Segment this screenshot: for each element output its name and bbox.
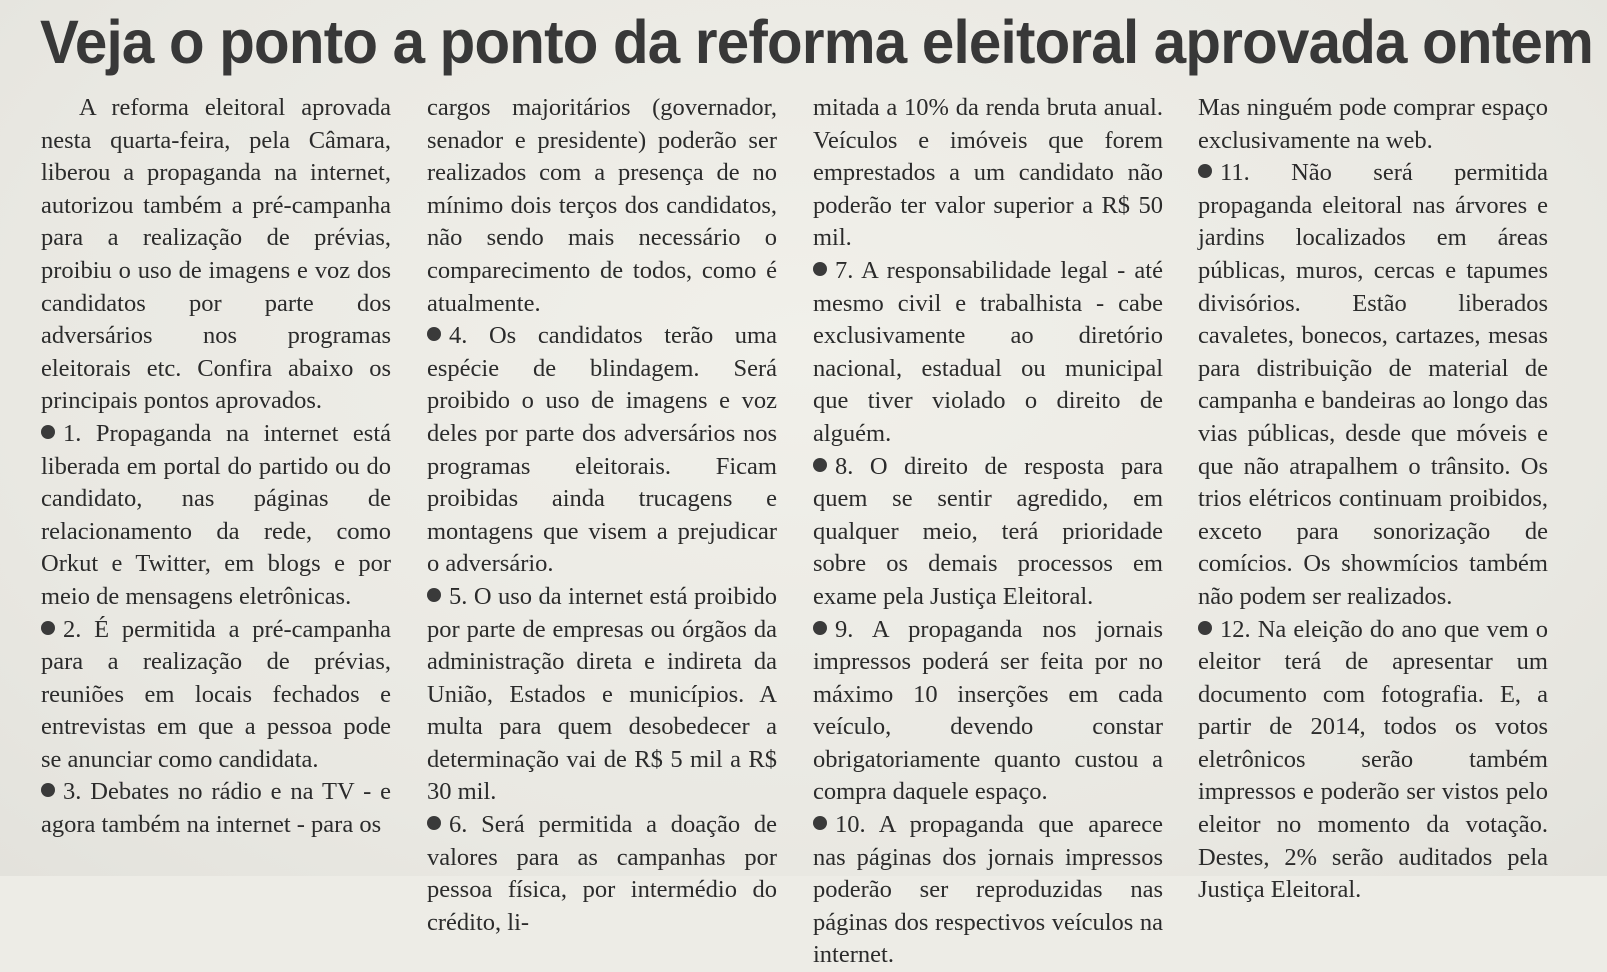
paragraph-text: cargos majoritários (governador, senador e presidente) poderão ser realizados com a presença de no mínimo dois terços dos candidatos, não sendo mais necessário o comparecimento de todos, como é atualmente. [427, 94, 777, 317]
continued-paragraph [427, 92, 777, 320]
headline: Veja o ponto a ponto da reforma eleitoral aprovada ontem [40, 8, 1594, 76]
point-paragraph [427, 581, 777, 809]
paragraph-text: 2. É permitida a pré-campanha para a realização de prévias, reuniões em locais fechados e entrevistas em que a pessoa pode se anunciar como candidata. [41, 615, 391, 773]
bullet-icon [41, 425, 55, 439]
paragraph-text: 5. O uso da internet está proibido por parte de empresas ou órgãos da administração direta e indireta da União, Estados e municípios. A multa para quem desobedecer a determinação vai de R$ 5 mil a R$ 30 mil. [427, 582, 777, 806]
bullet-icon [427, 816, 441, 830]
text-column-4 [1198, 92, 1548, 907]
paragraph-text: A reforma eleitoral aprovada nesta quarta-feira, pela Câmara, liberou a propaganda na internet, autorizou também a pré-campanha para a realização de prévias, proibiu o uso de imagens e voz dos candidatos por parte dos adversários nos programas eleitorais etc. Confira abaixo os principais pontos aprovados. [41, 94, 391, 415]
paragraph-text: Mas ninguém pode comprar espaço exclusivamente na web. [1198, 94, 1548, 154]
bullet-icon [813, 816, 827, 830]
paragraph-text: 8. O direito de resposta para quem se sentir agredido, em qualquer meio, terá prioridade sobre os demais processos em exame pela Justiça Eleitoral. [813, 452, 1163, 610]
bullet-icon [813, 262, 827, 276]
paragraph-text: 7. A responsabilidade legal - até mesmo civil e trabalhista - cabe exclusivamente ao diretório nacional, estadual ou municipal que tiver violado o direito de alguém. [813, 256, 1163, 447]
continued-paragraph [813, 92, 1163, 255]
bullet-icon [41, 621, 55, 635]
paragraph-text: 11. Não será permitida propaganda eleitoral nas árvores e jardins localizados em áreas públicas, muros, cercas e tapumes divisórios. Estão liberados cavaletes, bonecos, cartazes, mesas para distribuição de material de campanha e bandeiras ao longo das vias públicas, desde que móveis e que não atrapalhem o trânsito. Os trios elétricos continuam proibidos, exceto para sonorização de comícios. Os showmícios também não podem ser realizados. [1198, 159, 1548, 610]
text-column-1 [41, 92, 391, 842]
point-paragraph [1198, 157, 1548, 613]
bullet-icon [813, 621, 827, 635]
point-paragraph [41, 418, 391, 614]
bullet-icon [813, 458, 827, 472]
text-column-3 [813, 92, 1163, 972]
paragraph-text: 9. A propaganda nos jornais impressos poderá ser feita por no máximo 10 inserções em cada veículo, devendo constar obrigatoriamente quanto custou a compra daquele espaço. [813, 615, 1163, 806]
continued-paragraph [1198, 92, 1548, 157]
point-paragraph [1198, 614, 1548, 907]
paragraph-text: 6. Será permitida a doação de valores para as campanhas por pessoa física, por intermédio do crédito, li- [427, 811, 777, 936]
intro-paragraph [41, 92, 391, 418]
point-paragraph [813, 809, 1163, 972]
point-paragraph [427, 320, 777, 581]
bullet-icon [41, 783, 55, 797]
point-paragraph [41, 614, 391, 777]
paragraph-text: 1. Propaganda na internet está liberada em portal do partido ou do candidato, nas páginas de relacionamento da rede, como Orkut e Twitter, em blogs e por meio de mensagens eletrônicas. [41, 419, 391, 610]
point-paragraph [813, 255, 1163, 451]
paragraph-text: 10. A propaganda que aparece nas páginas dos jornais impressos poderão ser reproduzidas nas páginas dos respectivos veículos na internet. [813, 811, 1163, 969]
paragraph-text: 4. Os candidatos terão uma espécie de blindagem. Será proibido o uso de imagens e voz deles por parte dos adversários nos programas eleitorais. Ficam proibidas ainda trucagens e montagens que visem a prejudicar o adversário. [427, 322, 777, 578]
point-paragraph [41, 776, 391, 841]
bullet-icon [427, 327, 441, 341]
point-paragraph [813, 451, 1163, 614]
bullet-icon [1198, 164, 1212, 178]
point-paragraph [427, 809, 777, 939]
bullet-icon [427, 588, 441, 602]
paragraph-text: 3. Debates no rádio e na TV - e agora também na internet - para os [41, 778, 391, 839]
bullet-icon [1198, 621, 1212, 635]
paragraph-text: 12. Na eleição do ano que vem o eleitor terá de apresentar um documento com fotografia. E, a partir de 2014, todos os votos eletrônicos serão também impressos e poderão ser vistos pelo eleitor no momento da votação. Destes, 2% serão auditados pela Justiça Eleitoral. [1198, 615, 1548, 904]
paragraph-text: mitada a 10% da renda bruta anual. Veículos e imóveis que forem emprestados a um candidato não poderão ter valor superior a R$ 50 mil. [813, 94, 1163, 252]
point-paragraph [813, 614, 1163, 810]
text-column-2 [427, 92, 777, 939]
